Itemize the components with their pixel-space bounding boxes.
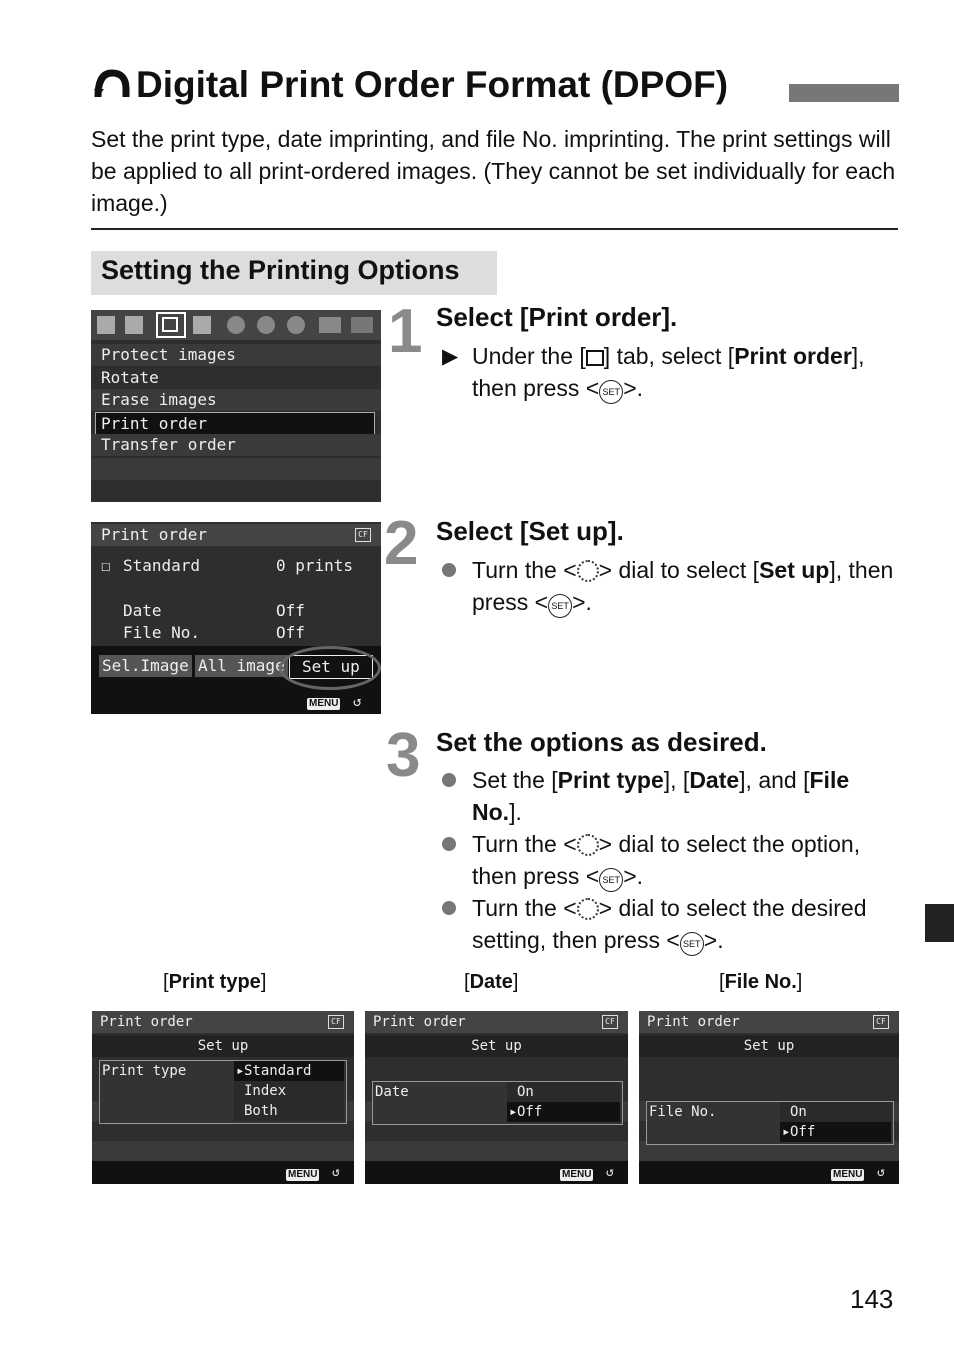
menu-screen-playback: [91, 310, 381, 502]
bullet-dot: [442, 563, 456, 577]
step-number-2: 2: [384, 509, 419, 578]
menu-button-icon: MENU: [562, 1169, 592, 1180]
file-row: File No. Off: [123, 623, 305, 642]
setting-option[interactable]: On: [780, 1102, 891, 1122]
caption-print-type: [Print type]: [163, 971, 267, 993]
menu-button-icon: MENU: [288, 1169, 318, 1180]
set-button-icon: SET: [680, 932, 704, 956]
cf-card-icon: CF: [873, 1015, 889, 1029]
file-no-screen: [639, 1011, 899, 1184]
highlight-circle: [279, 646, 381, 690]
step-3-instruction-1: Set the [Print type], [Date], and [File No.].: [472, 767, 850, 825]
divider: [91, 228, 898, 230]
menu-tab-bar: [91, 310, 381, 340]
chapter-tab: [925, 904, 954, 942]
step-1-instruction: Under the [ ] tab, select [Print order], then press < SET >.: [472, 340, 902, 404]
setting-label: Print type: [102, 1063, 187, 1079]
section-title: Setting the Printing Options: [101, 255, 460, 285]
step-number-1: 1: [388, 297, 423, 366]
setting-option[interactable]: ▸ Off: [780, 1122, 891, 1142]
step-3-instruction-3: Turn the < > dial to select the desired setting, then press < SET >.: [472, 892, 902, 956]
arrow-bullet-icon: ▶: [442, 345, 459, 368]
menu-button-icon: MENU: [309, 698, 339, 709]
screen-title-bar: Print order CF: [92, 1011, 354, 1033]
set-button-icon: SET: [599, 380, 623, 404]
screen-title-bar: Print order CF: [91, 524, 381, 546]
quick-control-dial-icon: [577, 898, 599, 920]
screen-subtitle: Set up: [365, 1035, 628, 1057]
step-2-heading: Select [Set up].: [436, 516, 624, 546]
date-screen: [365, 1011, 628, 1184]
menu-item[interactable]: Erase images: [91, 389, 381, 411]
page-number: 143: [850, 1284, 894, 1314]
bullet-dot: [442, 837, 456, 851]
all-image-button[interactable]: All image: [195, 655, 288, 677]
step-number-3: 3: [386, 721, 421, 790]
print-type-screen: [92, 1011, 354, 1184]
screen-title-bar: Print order CF: [639, 1011, 899, 1033]
menu-tab-icons: [91, 310, 381, 340]
bullet-dot: [442, 773, 456, 787]
intro-paragraph: Set the print type, date imprinting, and file No. imprinting. The print settings will be applied to all print-ordered images. (They cannot be set individually for each image.): [91, 126, 896, 216]
print-order-icon: [92, 67, 136, 110]
menu-item[interactable]: Print order: [95, 412, 375, 436]
set-up-button[interactable]: Set up: [289, 655, 373, 679]
return-icon: ↺: [332, 1165, 340, 1180]
menu-item[interactable]: Rotate: [101, 367, 159, 387]
sel-image-button[interactable]: Sel.Image: [99, 655, 192, 677]
step-3-instruction-2: Turn the < > dial to select the option, then press < SET >.: [472, 828, 902, 892]
setting-option[interactable]: ▸ Standard: [234, 1061, 344, 1081]
quick-control-dial-icon: [577, 560, 599, 582]
screen-subtitle: Set up: [639, 1035, 899, 1057]
set-button-icon: SET: [548, 594, 572, 618]
playback-tab-icon: [586, 350, 604, 366]
quick-control-dial-icon: [577, 834, 599, 856]
set-button-icon: SET: [599, 868, 623, 892]
print-order-screen: [91, 522, 381, 714]
setting-label: File No.: [649, 1104, 717, 1120]
menu-item[interactable]: Transfer order: [91, 434, 381, 456]
step-2-instruction: Turn the < > dial to select [Set up], then press < SET >.: [472, 554, 902, 618]
setting-option[interactable]: Both: [234, 1101, 344, 1121]
page-title: Digital Print Order Format (DPOF): [92, 64, 728, 110]
return-icon: ↺: [353, 694, 362, 710]
cf-card-icon: CF: [355, 528, 371, 542]
bullet-dot: [442, 901, 456, 915]
standard-row: ☐ Standard 0 prints: [101, 556, 354, 575]
menu-item[interactable]: Protect images: [91, 344, 381, 366]
setting-option[interactable]: ▸ Off: [507, 1102, 620, 1122]
screen-subtitle: Set up: [92, 1035, 354, 1057]
screen-title-bar: Print order CF: [365, 1011, 628, 1033]
title-decoration-bar: [789, 84, 899, 102]
return-icon: ↺: [877, 1165, 885, 1180]
setting-option[interactable]: Index: [234, 1081, 344, 1101]
setting-label: Date: [375, 1084, 409, 1100]
caption-date: [Date]: [464, 971, 519, 993]
cf-card-icon: CF: [328, 1015, 344, 1029]
date-row: Date Off: [123, 601, 305, 620]
menu-button-icon: MENU: [833, 1169, 863, 1180]
step-1-heading: Select [Print order].: [436, 302, 678, 332]
step-3-heading: Set the options as desired.: [436, 727, 767, 757]
return-icon: ↺: [606, 1165, 614, 1180]
caption-file-no: [File No.]: [719, 971, 803, 993]
cf-card-icon: CF: [602, 1015, 618, 1029]
setting-option[interactable]: On: [507, 1082, 620, 1102]
